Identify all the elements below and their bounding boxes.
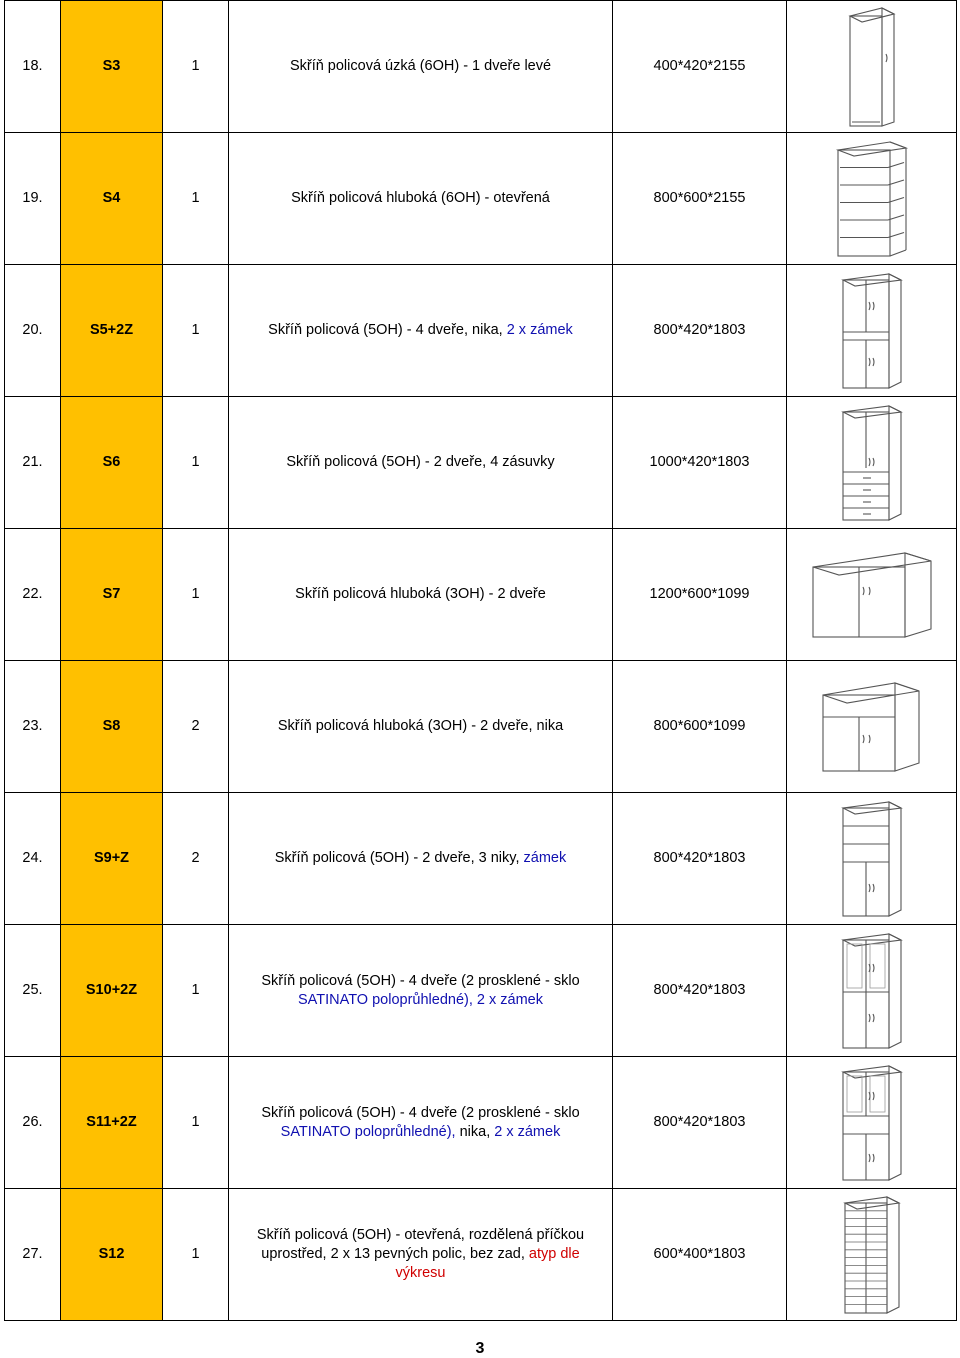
table-row <box>5 133 957 265</box>
item-description <box>229 1057 613 1189</box>
description-text: Skříň policová hluboká (6OH) - otevřená <box>291 190 550 206</box>
description-text: Skříň policová (5OH) - 2 dveře, 4 zásuvky <box>286 454 555 470</box>
item-code: S6 <box>61 397 163 529</box>
item-description <box>229 397 613 529</box>
description-text: nika, <box>455 1123 495 1140</box>
item-illustration <box>787 397 957 529</box>
item-description <box>229 793 613 925</box>
item-illustration <box>787 1 957 133</box>
item-code: S10+2Z <box>61 925 163 1057</box>
description-text: atyp dle <box>528 1246 580 1262</box>
item-illustration <box>787 925 957 1057</box>
description-line <box>229 1123 612 1142</box>
item-dimensions: 800*420*1803 <box>613 1057 787 1189</box>
item-quantity: 1 <box>163 925 229 1057</box>
row-number: 19. <box>5 133 61 265</box>
table-row <box>5 265 957 397</box>
description-line <box>229 585 612 604</box>
item-quantity: 1 <box>163 1057 229 1189</box>
row-number: 18. <box>5 1 61 133</box>
item-illustration <box>787 793 957 925</box>
table-row <box>5 1057 957 1189</box>
item-code: S5+2Z <box>61 265 163 397</box>
item-dimensions: 600*400*1803 <box>613 1189 787 1321</box>
item-code: S7 <box>61 529 163 661</box>
description-text: SATINATO poloprůhledné), <box>297 991 473 1008</box>
item-illustration <box>787 1189 957 1321</box>
row-number: 23. <box>5 661 61 793</box>
description-line <box>229 1245 612 1264</box>
description-text: Skříň policová (5OH) - otevřená, rozdělená příčkou <box>256 1227 585 1243</box>
description-line <box>229 57 612 76</box>
item-description <box>229 1 613 133</box>
open-shelf-cabinet-icon <box>832 138 912 260</box>
description-text: Skříň policová (5OH) - 4 dveře (2 prosklené - sklo <box>261 972 580 989</box>
table-row <box>5 1 957 133</box>
row-number: 24. <box>5 793 61 925</box>
description-text: Skříň policová úzká (6OH) - 1 dveře levé <box>289 58 552 74</box>
item-illustration <box>787 1057 957 1189</box>
item-dimensions: 800*420*1803 <box>613 925 787 1057</box>
four-door-cabinet-icon <box>837 270 907 392</box>
description-text: SATINATO poloprůhledné), <box>280 1123 456 1140</box>
item-code: S4 <box>61 133 163 265</box>
item-description <box>229 265 613 397</box>
item-dimensions: 800*600*1099 <box>613 661 787 793</box>
four-door-glass-cabinet-icon <box>837 930 907 1052</box>
description-text: zámek <box>523 850 567 866</box>
item-description <box>229 661 613 793</box>
row-number: 22. <box>5 529 61 661</box>
item-code: S11+2Z <box>61 1057 163 1189</box>
item-quantity: 1 <box>163 1 229 133</box>
table-row <box>5 661 957 793</box>
item-illustration <box>787 661 957 793</box>
description-text: Skříň policová hluboká (3OH) - 2 dveře, nika <box>277 718 564 734</box>
table-row <box>5 925 957 1057</box>
description-text: 2 x zámek <box>472 991 543 1008</box>
row-number: 26. <box>5 1057 61 1189</box>
item-description <box>229 1189 613 1321</box>
description-text: Skříň policová (5OH) - 4 dveře (2 prosklené - sklo <box>261 1104 580 1121</box>
description-text: uprostřed, 2 x 13 pevných polic, bez zad, <box>261 1246 529 1262</box>
item-quantity: 1 <box>163 133 229 265</box>
item-quantity: 1 <box>163 529 229 661</box>
row-number: 27. <box>5 1189 61 1321</box>
item-code: S12 <box>61 1189 163 1321</box>
item-illustration <box>787 133 957 265</box>
description-line <box>229 849 612 868</box>
item-code: S3 <box>61 1 163 133</box>
description-text: Skříň policová hluboká (3OH) - 2 dveře <box>295 586 546 602</box>
table-row <box>5 1189 957 1321</box>
description-text: Skříň policová (5OH) - 2 dveře, 3 niky, <box>274 850 524 866</box>
row-number: 20. <box>5 265 61 397</box>
description-line <box>229 972 612 991</box>
furniture-table <box>4 0 957 1321</box>
glass-niche-cabinet-icon <box>837 1062 907 1184</box>
open-top-cabinet-icon <box>837 798 907 920</box>
item-quantity: 1 <box>163 397 229 529</box>
item-quantity: 2 <box>163 793 229 925</box>
table-row <box>5 529 957 661</box>
description-line <box>229 991 612 1010</box>
item-description <box>229 529 613 661</box>
description-line <box>229 321 612 340</box>
page-number: 3 <box>475 1340 485 1357</box>
table-row <box>5 397 957 529</box>
item-code: S8 <box>61 661 163 793</box>
table-row <box>5 793 957 925</box>
description-line <box>229 717 612 736</box>
item-dimensions: 1200*600*1099 <box>613 529 787 661</box>
item-dimensions: 800*420*1803 <box>613 265 787 397</box>
item-illustration <box>787 265 957 397</box>
item-code: S9+Z <box>61 793 163 925</box>
description-text: výkresu <box>395 1265 446 1281</box>
description-line <box>229 453 612 472</box>
description-line <box>229 1104 612 1123</box>
item-dimensions: 400*420*2155 <box>613 1 787 133</box>
drawer-cabinet-icon <box>837 402 907 524</box>
description-line <box>229 1264 612 1283</box>
item-illustration <box>787 529 957 661</box>
item-quantity: 2 <box>163 661 229 793</box>
item-description <box>229 925 613 1057</box>
item-quantity: 1 <box>163 265 229 397</box>
item-dimensions: 800*420*1803 <box>613 793 787 925</box>
row-number: 21. <box>5 397 61 529</box>
item-quantity: 1 <box>163 1189 229 1321</box>
description-text: Skříň policová (5OH) - 4 dveře, nika, <box>268 322 507 338</box>
divided-shelf-cabinet-icon <box>837 1193 907 1317</box>
low-two-door-cabinet-icon <box>807 547 937 643</box>
tall-narrow-cabinet-icon <box>842 4 902 129</box>
description-line <box>229 1226 612 1245</box>
description-text: 2 x zámek <box>494 1123 561 1140</box>
description-line <box>229 189 612 208</box>
item-dimensions: 800*600*2155 <box>613 133 787 265</box>
row-number: 25. <box>5 925 61 1057</box>
item-description <box>229 133 613 265</box>
description-text: 2 x zámek <box>506 322 573 338</box>
low-niche-cabinet-icon <box>817 677 927 777</box>
item-dimensions: 1000*420*1803 <box>613 397 787 529</box>
